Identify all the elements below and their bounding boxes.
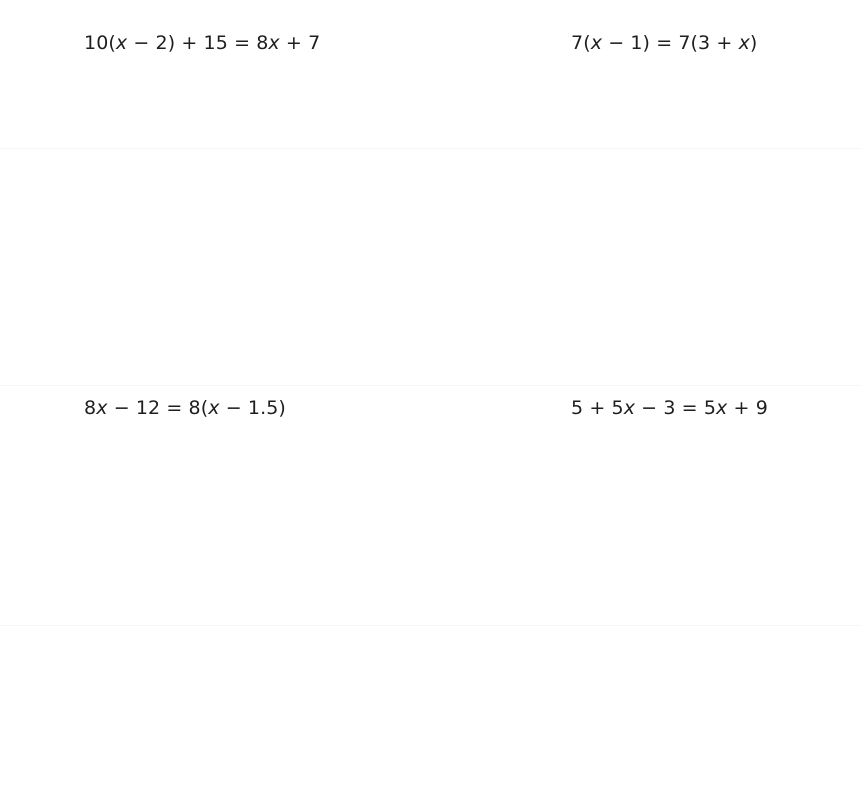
equation-text: − 3 = 5 (635, 397, 717, 419)
equation-text: 5 + 5 (571, 397, 624, 419)
variable-x: x (208, 397, 220, 419)
equation-text: 8 (84, 397, 97, 419)
variable-x: x (268, 32, 280, 54)
variable-x: x (590, 32, 603, 54)
equation-text: − 1.5) (219, 397, 286, 419)
section-divider (0, 148, 861, 149)
section-divider (0, 625, 861, 626)
equation-problem-2 (571, 31, 757, 55)
variable-x: x (716, 397, 728, 419)
equation-text: + 7 (279, 32, 321, 54)
equation-problem-1 (84, 31, 320, 55)
equation-text: − 2) + 15 = 8 (127, 32, 269, 54)
equation-text: ) (749, 32, 758, 54)
equation-text: − 12 = 8( (107, 397, 209, 419)
equation-problem-3 (84, 396, 286, 420)
variable-x: x (115, 32, 128, 54)
equation-problem-4 (571, 396, 768, 420)
equation-text: + 9 (727, 397, 768, 419)
variable-x: x (738, 32, 750, 54)
equation-text: − 1) = 7(3 + (602, 32, 739, 54)
variable-x: x (96, 397, 108, 419)
equation-text: 10( (84, 32, 116, 54)
equation-text: 7( (571, 32, 591, 54)
section-divider (0, 385, 861, 386)
variable-x: x (623, 397, 636, 419)
